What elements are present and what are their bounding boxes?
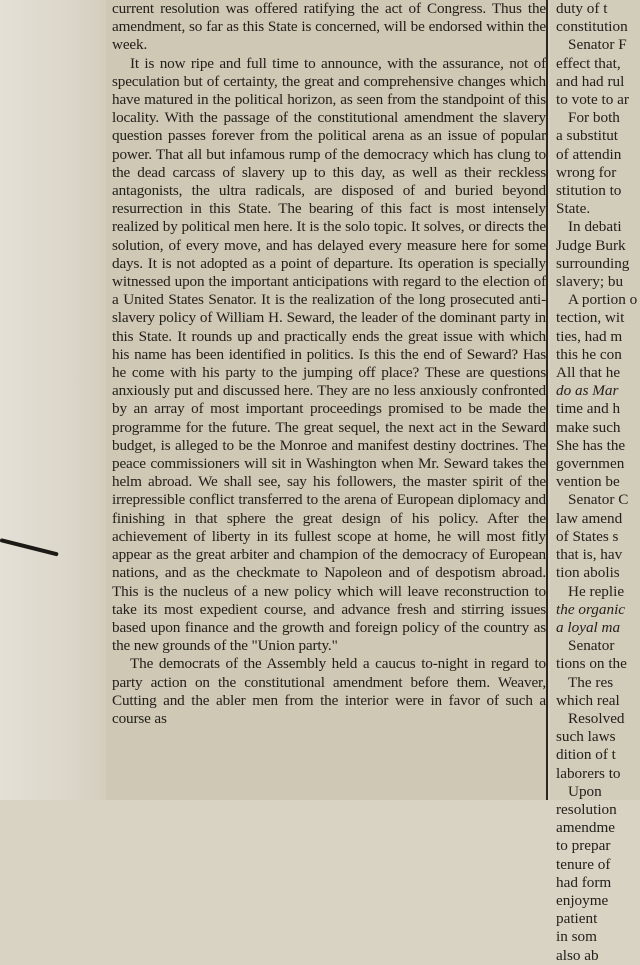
article-paragraph-1: current resolution was offered ratifying the act of Congress. Thus the amendment, so far as this State is concerned, will be endorsed within the week. bbox=[112, 0, 546, 54]
right-column-line: which real bbox=[556, 691, 620, 709]
right-column-line: patient bbox=[556, 910, 598, 928]
right-column-line: also ab bbox=[556, 946, 599, 964]
right-column-line: enjoyme bbox=[556, 891, 609, 909]
right-column-line: dition of t bbox=[556, 746, 616, 764]
right-column-line: laborers to bbox=[556, 764, 621, 782]
right-column-line: that is, hav bbox=[556, 546, 623, 564]
right-column-line: the organic bbox=[556, 600, 626, 618]
right-column-line: tions on the bbox=[556, 655, 627, 673]
column-divider-rule bbox=[546, 0, 548, 800]
page-left-margin bbox=[0, 0, 108, 800]
right-column-line: tection, wit bbox=[556, 309, 625, 327]
right-column-line: make such bbox=[556, 418, 621, 436]
right-column-line: Senator C bbox=[568, 491, 629, 509]
right-column-line: this he con bbox=[556, 345, 622, 363]
right-column-line: Senator F bbox=[568, 36, 627, 54]
right-column-line: surrounding bbox=[556, 254, 630, 272]
right-column-line: She has the bbox=[556, 436, 626, 454]
right-column-line: State. bbox=[556, 200, 591, 218]
right-column-line: to prepar bbox=[556, 837, 611, 855]
right-column-line: to vote to ar bbox=[556, 91, 629, 109]
right-column-line: governmen bbox=[556, 455, 625, 473]
right-column-line: law amend bbox=[556, 509, 623, 527]
right-column-line: in som bbox=[556, 928, 597, 946]
right-column-line: do as Mar bbox=[556, 382, 619, 400]
right-column-line: tenure of bbox=[556, 855, 611, 873]
right-column-line: stitution to bbox=[556, 182, 622, 200]
right-column-line: of States s bbox=[556, 527, 619, 545]
right-column-line: effect that, bbox=[556, 54, 621, 72]
right-column-line: of attendin bbox=[556, 145, 622, 163]
right-column-line: had form bbox=[556, 873, 612, 891]
right-column-line: For both bbox=[568, 109, 620, 127]
right-column-line: ties, had m bbox=[556, 327, 623, 345]
right-column-line: Upon bbox=[568, 782, 602, 800]
right-column-line: a loyal ma bbox=[556, 618, 621, 636]
right-column-line: In debati bbox=[568, 218, 622, 236]
right-column-line: and had rul bbox=[556, 72, 625, 90]
right-column-line: such laws bbox=[556, 728, 616, 746]
right-column-line: a substitut bbox=[556, 127, 619, 145]
right-column-line: All that he bbox=[556, 364, 621, 382]
right-column-line: Senator bbox=[568, 637, 615, 655]
right-column-line: tion abolis bbox=[556, 564, 620, 582]
right-column-line: A portion o bbox=[568, 291, 638, 309]
right-column-line: wrong for bbox=[556, 163, 617, 181]
right-column-line: time and h bbox=[556, 400, 621, 418]
article-paragraph-2: It is now ripe and full time to announce, with the assurance, not of speculation but of certainty, the great and comprehensive changes which have matured in the political horizon, as seen from the standpoint of this locality. With the passage of the constitutional amendment the slavery question passes forever from the political arena as an issue of popular power. That all but infamous rump of the democracy which has clung to the dead carcass of slavery up to this day, as well as their reckless antagonists, the ultra radicals, are disposed of and buried beyond resurrection in this State. The bearing of this fact is most intensely realized by political men here. It is the solo topic. It solves, or directs the solution, of every move, and has delayed every measure here for some days. It is not adopted as a point of departure. Its operation is specially witnessed upon the important anticipations with regard to the election of a United States Senator. It is the realization of the long prosecuted anti-slavery policy of William H. Seward, the leader of the dominant party in this State. It rounds up and practically ends the great issue with which his name has been identified in politics. Is this the end of Seward? Has he come with his party to the jumping off place? These are questions anxiously put and discussed here. They are no less anxiously confronted by an array of most important proceedings promised to be made the programme for the future. The great sequel, the next act in the Seward budget, is alleged to be the Monroe and manifest destiny doctrines. The peace commissioners will sit in Washington when Mr. Seward takes the helm abroad. We shall see, say his followers, the master spirit of the irrepressible conflict transferred to the arena of European diplomacy and finishing in that sphere the great design of his policy. After the achievement of liberty in its fullest scope at home, he will most fitly appear as the great arbiter and champion of the democracy of European nations, and as the checkmate to Napoleon and of despotism abroad. This is the nucleus of a new policy which will leave reconstruction to take its most expedient course, and advance fresh and stirring issues based upon finance and the growth and foreign policy of the country as the new grounds of the "Union party." bbox=[112, 54, 546, 655]
right-column-line: Resolved bbox=[568, 709, 625, 727]
right-column-line: constitution bbox=[556, 18, 628, 36]
right-column-line: Judge Burk bbox=[556, 236, 626, 254]
main-article-column bbox=[106, 0, 546, 800]
right-column-line: vention be bbox=[556, 473, 620, 491]
right-column-line: amendme bbox=[556, 819, 616, 837]
right-column-line: resolution bbox=[556, 800, 617, 818]
right-column-line: The res bbox=[568, 673, 614, 691]
right-column-line: duty of t bbox=[556, 0, 608, 17]
right-column-line: He replie bbox=[568, 582, 625, 600]
right-column-line: slavery; bu bbox=[556, 273, 624, 291]
right-article-column bbox=[550, 0, 640, 964]
article-paragraph-3: The democrats of the Assembly held a caucus to-night in regard to party action on the constitutional amendment before them. Weaver, Cutting and the abler men from the interior were in favor of such a course as bbox=[112, 655, 546, 727]
